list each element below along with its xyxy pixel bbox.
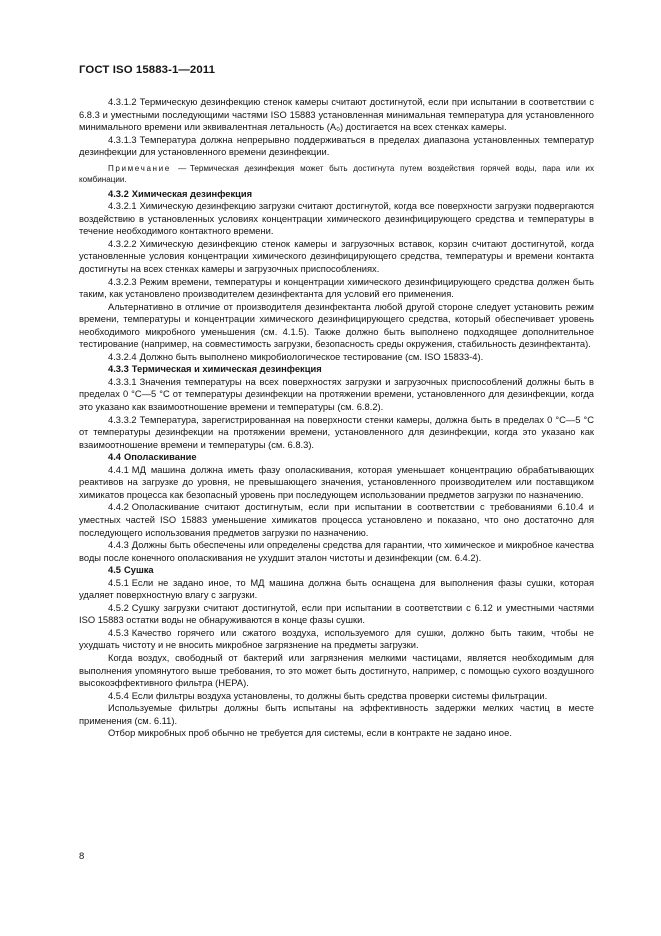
clause-paragraph — [79, 96, 594, 134]
clause-paragraph — [79, 414, 594, 452]
clause-number: 4.3.3.1 — [108, 376, 137, 387]
heading-text: Ополаскивание — [124, 452, 197, 463]
section-heading — [79, 363, 594, 376]
clause-number: 4.3.3.2 — [108, 414, 137, 425]
clause-text: Должно быть выполнено микробиологическое тестирование (см. ISO 15833-4). — [139, 351, 484, 362]
heading-text: Химическая дезинфекция — [131, 188, 253, 199]
clause-number: 4.3.2.2 — [108, 238, 137, 249]
clause-number: 4.4.3 — [108, 540, 129, 551]
clause-text: Качество горячего или сжатого воздуха, используемого для сушки, должно быть таким, чтобы не ухудшать чистоту и не вносить микробное загрязнение на предметы загрузки. — [79, 627, 594, 651]
clause-number: 4.3.1.3 — [108, 134, 137, 145]
clause-number: 4.3.2.3 — [108, 276, 137, 287]
clause-text: Химическую дезинфекцию загрузки считают достигнутой, когда все поверхности загрузки подвергаются воздействию в установленных условиях концентрации химического дезинфицирующего средства и температуры в течение необходимого контактного времени. — [79, 201, 594, 237]
clause-text: Если не задано иное, то МД машина должна быть оснащена для выполнения фазы сушки, которая удаляет поверхностную влагу с загрузки. — [79, 577, 594, 601]
clause-number: 4.3.2.4 — [108, 351, 137, 362]
clause-number: 4.5.1 — [108, 577, 129, 588]
heading-text: Сушка — [124, 565, 154, 576]
clause-paragraph — [79, 464, 594, 502]
clause-text: Используемые фильтры должны быть испытаны на эффективность задержки мелких частиц в месте применения (см. 6.11). — [79, 703, 594, 726]
clause-text: Должны быть обеспечены или определены средства для гарантии, что химическое и микробное качества воды после конечного ополаскивания не ухудшит эталон чистоты и дезинфекции (см. 6.4.2). — [79, 540, 594, 563]
clause-paragraph — [79, 134, 594, 159]
section-heading — [79, 188, 594, 201]
clause-text: Ополаскивание считают достигнутым, если при испытании в соответствии с требованиями 6.10.4 и уместных частей ISO 15883 уменьшение химикатов процесса установлено и показано, что оно достаточно для последующего использования предметов загрузки по назначению. — [79, 502, 594, 538]
clause-paragraph — [79, 376, 594, 414]
clause-number: 4.5.2 — [108, 602, 129, 613]
clause-text: Отбор микробных проб обычно не требуется для системы, если в контракте не задано иное. — [108, 728, 512, 739]
clause-text: Температура должна непрерывно поддерживаться в пределах диапазона установленных температур дезинфекции для установленного времени дезинфекции. — [79, 134, 594, 158]
clause-paragraph — [79, 501, 594, 539]
clause-text: Химическую дезинфекцию стенок камеры и загрузочных вставок, корзин считают достигнутой, когда установленные условия концентрации химического дезинфицирующего средства, температуры и времени контакта достигнуты на всех стенках камеры и загрузочных приспособлениях. — [79, 238, 594, 275]
note-text: Термическая дезинфекция может быть достигнута путем воздействия горячей воды, пара или их комбинации. — [79, 163, 595, 184]
clause-number: 4.5.4 — [108, 690, 129, 701]
clause-text: Режим времени, температуры и концентрации химического дезинфицирующего средства должен быть таким, как установлено производителем дезинфектанта для условий его применения. — [79, 276, 594, 300]
clause-paragraph — [79, 301, 594, 351]
clause-paragraph — [79, 690, 594, 703]
clause-paragraph — [79, 539, 594, 564]
clause-number: 4.5.3 — [108, 627, 129, 638]
clause-number: 4.4.2 — [108, 502, 129, 513]
clause-number: 4.3.2.1 — [108, 201, 137, 212]
clause-text: Если фильтры воздуха установлены, то должны быть средства проверки системы фильтрации. — [131, 690, 548, 701]
clause-text: Альтернативно в отличие от производителя дезинфектанта любой другой стороне следует установить режим времени, температуры и концентрации химического дезинфицирующего средства, который обеспечивает уровень необходимого микробного уменьшения (см. 4.1.5). Также должно быть выполнено подходящее дополнительное тестирование (например, на совместимость загрузки, безопасность среды окружения, стабильность дезинфектанта). — [79, 301, 594, 350]
clause-paragraph — [79, 702, 594, 727]
document-header: ГОСТ ISO 15883-1—2011 — [79, 64, 216, 76]
clause-number: 4.3.1.2 — [108, 97, 137, 107]
clause-paragraph — [79, 276, 594, 301]
clause-paragraph — [79, 577, 594, 602]
clause-text: Температура, зарегистрированная на поверхности стенки камеры, должна быть в пределах 0 °С—5 °С от температуры дезинфекции на протяжении времени, установленного для дезинфекции, когда это указано как взаимоотношение времени и температуры (см. 6.8.3). — [79, 414, 594, 450]
page-number: 8 — [79, 851, 85, 862]
clause-text: Когда воздух, свободный от бактерий или загрязнения мелкими частицами, является необходимым для выполнения упомянутого выше требования, то это может быть достигнуто, например, с помощью сухого воздушного высокоэффективного фильтра (НЕРА). — [79, 652, 594, 689]
section-heading — [79, 564, 594, 577]
clause-number: 4.3.3 — [108, 364, 129, 375]
clause-paragraph — [79, 351, 594, 364]
clause-number: 4.4.1 — [108, 464, 129, 475]
note-paragraph — [79, 163, 594, 185]
note-label: Примечание — — [108, 163, 188, 173]
clause-text: Термическую дезинфекцию стенок камеры считают достигнутой, если при испытании в соответствии с 6.8.3 и уместными последующими частями ISO 15883 установленная минимальная температура для установленного минимального времени или эквивалентная летальность (A₀) достигается на всех стенках камеры. — [79, 97, 594, 133]
document-body — [79, 96, 594, 740]
clause-paragraph — [79, 652, 594, 690]
clause-text: Значения температуры на всех поверхностях загрузки и загрузочных приспособлений должны быть в пределах 0 °С—5 °С от температуры дезинфекции на протяжении времени, установленного для дезинфекции, когда это указано как взаимоотношение времени и температуры (см. 6.8.2). — [79, 376, 594, 413]
clause-paragraph — [79, 627, 594, 652]
clause-paragraph — [79, 200, 594, 238]
clause-paragraph — [79, 238, 594, 276]
clause-number: 4.3.2 — [108, 188, 129, 199]
clause-number: 4.4 — [108, 452, 121, 463]
clause-text: МД машина должна иметь фазу ополаскивания, которая уменьшает концентрацию обрабатывающих реактивов на загрузке до уровня, не превышающего значения, установленного производителем или поставщиком химикатов процесса как безопасный уровень при последующем использовании предметов загрузки по назначению. — [79, 464, 594, 500]
clause-paragraph — [79, 727, 594, 740]
heading-text: Термическая и химическая дезинфекция — [131, 364, 322, 375]
section-heading — [79, 451, 594, 464]
clause-paragraph — [79, 602, 594, 627]
clause-text: Сушку загрузки считают достигнутой, если при испытании в соответствии с 6.12 и уместными частями ISO 15883 остатки воды не обнаруживаются в конце фазы сушки. — [79, 602, 594, 626]
clause-number: 4.5 — [108, 565, 121, 576]
